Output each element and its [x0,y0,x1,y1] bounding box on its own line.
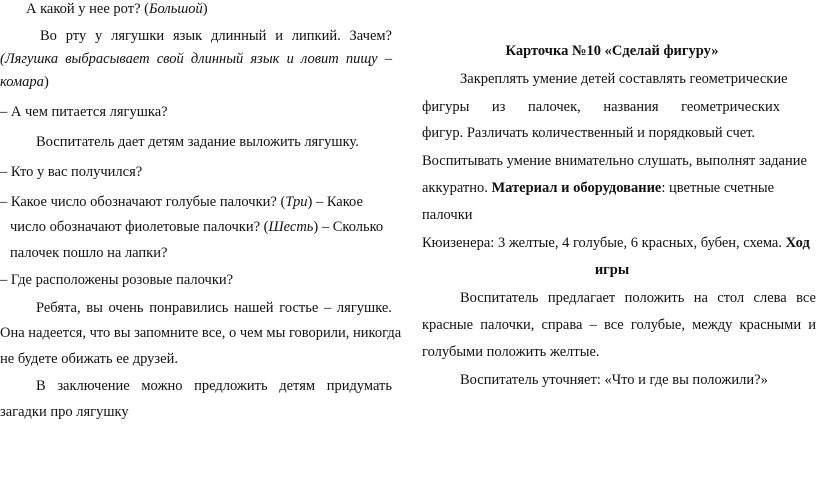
word: стол [717,290,745,306]
word: свой [156,51,184,67]
word: названия [603,99,659,115]
word: заключение [57,378,130,394]
word: все [796,290,816,306]
word: длинный [210,28,267,44]
word: придумать [326,378,392,394]
word: детям [279,378,316,394]
word: все [603,317,624,333]
text-line: игры [594,262,630,278]
card-title: Карточка №10 «Сделай фигуру» [505,43,719,59]
word: Воспитатель [460,290,539,306]
word: слева [753,290,787,306]
word: предлагает [547,290,616,306]
text-line: голубыми положить желтые. [422,344,600,360]
word: Зачем? [349,28,392,44]
word: пищу [345,51,378,67]
word: (Лягушка [0,51,59,67]
text-line [422,316,816,334]
text-line: – А чем питается лягушка? [0,104,168,120]
word: положить [624,290,685,306]
text-line [36,299,392,317]
text-line [460,289,816,307]
text-line: – Кто у вас получился? [0,164,143,180]
text-line: число обозначают фиолетовые палочки? (Шесть) – Сколько [10,219,384,235]
word: Ребята, [36,300,81,316]
word: – [323,300,332,316]
text-line: фигур. Различать количественный и порядковый счет. [422,125,756,141]
word: вы [86,300,103,316]
word: красные [422,317,474,333]
word: и [275,28,283,44]
word: выбрасывает [65,51,150,67]
word: палочки, [480,317,535,333]
word: липкий. [291,28,341,44]
word: лягушке. [336,300,392,316]
text-line: Воспитатель дает детям задание выложить лягушку. [36,134,359,150]
word: – [384,51,392,67]
word: палочек, [527,99,581,115]
word: язык [250,51,280,67]
text-line: палочки [422,207,473,223]
text-line: Воспитывать умение внимательно слушать, выполнят задание [422,153,807,169]
word: – [589,317,597,333]
word: рту [65,28,87,44]
word: геометрических [681,99,780,115]
text-line: А какой у нее рот? (Большой) [26,1,208,17]
word: между [692,317,733,333]
word: красными [739,317,802,333]
word: язык [172,28,203,44]
word: ловит [300,51,339,67]
word: очень [108,300,144,316]
text-line: загадки про лягушку [0,404,129,420]
word: предложить [194,378,268,394]
text-line: не будете обижать ее друзей. [0,351,178,367]
text-line [36,377,392,395]
word: можно [141,378,183,394]
word: В [36,378,46,394]
word: Во [40,28,57,44]
word: голубые, [630,317,685,333]
word: и [286,51,294,67]
word: нашей [234,300,274,316]
word: у [95,28,103,44]
text-line: Воспитатель уточняет: «Что и где вы положили?» [460,372,768,388]
text-line: аккуратно. Материал и оборудование: цветные счетные [422,180,775,196]
text-line [0,50,392,68]
word: длинный [190,51,244,67]
word: из [491,99,506,115]
text-line [422,98,780,116]
text-line: – Где расположены розовые палочки? [0,272,234,288]
word: и [808,317,816,333]
text-line: Она надеется, что вы запомните все, о чем мы говорили, никогда [0,325,402,341]
text-line: комара) [0,74,49,90]
word: фигуры [422,99,470,115]
text-line: Закреплять умение детей составлять геометрические [460,71,788,87]
text-line: Кюизенера: 3 желтые, 4 голубые, 6 красных, бубен, схема. Ход [422,235,810,251]
word: понравились [149,300,229,316]
word: справа [541,317,583,333]
text-line: палочек пошло на лапки? [10,245,168,261]
word: на [693,290,708,306]
word: лягушки [111,28,165,44]
text-line: – Какое число обозначают голубые палочки? (Три) – Какое [0,194,363,210]
text-line [40,27,392,45]
word: гостье [279,300,319,316]
